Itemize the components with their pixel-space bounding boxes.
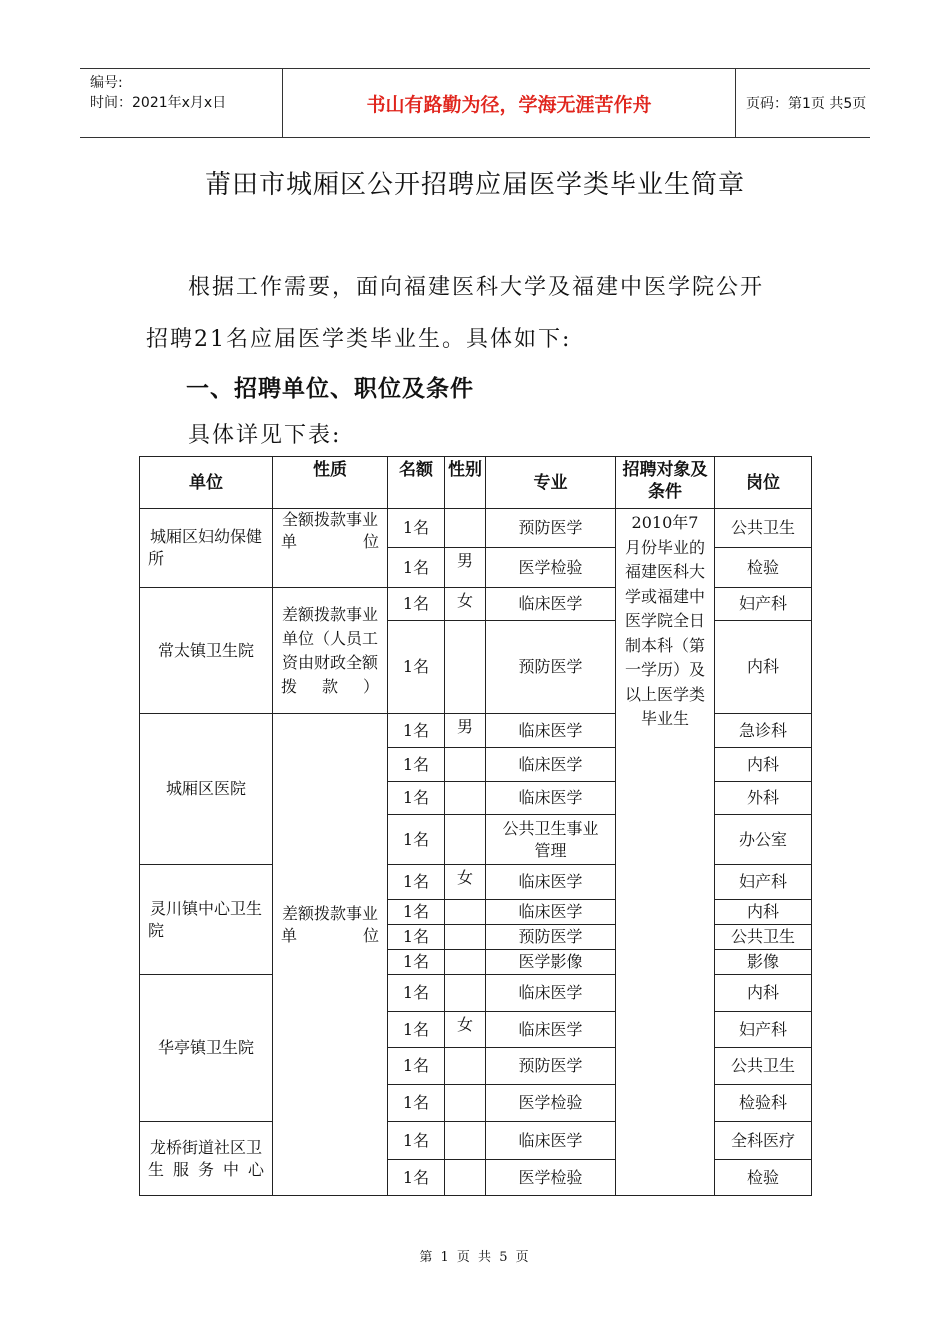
major-cell: 医学影像 <box>486 950 616 975</box>
quota-cell: 1名 <box>388 509 445 548</box>
gender-cell <box>445 748 486 782</box>
header-gender: 性别 <box>445 457 486 509</box>
major-cell: 临床医学 <box>486 782 616 815</box>
major-cell: 预防医学 <box>486 1048 616 1085</box>
major-cell: 临床医学 <box>486 748 616 782</box>
header-condition: 招聘对象及条件 <box>616 457 715 509</box>
header-motto: 书山有路勤为径，学海无涯苦作舟 <box>282 69 736 137</box>
gender-cell <box>445 782 486 815</box>
gender-cell <box>445 1085 486 1122</box>
unit-cell: 灵川镇中心卫生院 <box>140 865 273 975</box>
recruitment-table <box>139 456 812 1196</box>
quota-cell: 1名 <box>388 1048 445 1085</box>
gender-cell <box>445 621 486 714</box>
quota-cell: 1名 <box>388 925 445 950</box>
gender-cell: 女 <box>445 865 486 900</box>
document-number-label: 编号: <box>90 75 123 91</box>
post-cell: 妇产科 <box>715 588 812 621</box>
table-intro: 具体详见下表: <box>188 423 342 448</box>
quota-cell: 1名 <box>388 548 445 588</box>
major-cell: 临床医学 <box>486 1122 616 1160</box>
gender-cell <box>445 1048 486 1085</box>
unit-cell: 城厢区妇幼保健所 <box>140 509 273 588</box>
quota-cell: 1名 <box>388 782 445 815</box>
major-cell: 临床医学 <box>486 975 616 1012</box>
document-time-label: 时间：2021年x月x日 <box>90 95 227 111</box>
gender-cell: 女 <box>445 1012 486 1048</box>
post-cell: 影像 <box>715 950 812 975</box>
page-header <box>80 68 870 138</box>
post-cell: 检验科 <box>715 1085 812 1122</box>
post-cell: 急诊科 <box>715 714 812 748</box>
gender-cell: 女 <box>445 588 486 621</box>
intro-line-2: 招聘21名应届医学类毕业生。具体如下: <box>146 327 572 352</box>
header-major: 专业 <box>486 457 616 509</box>
major-cell: 公共卫生事业管理 <box>486 815 616 865</box>
quota-cell: 1名 <box>388 1012 445 1048</box>
post-cell: 外科 <box>715 782 812 815</box>
post-cell: 检验 <box>715 548 812 588</box>
quota-cell: 1名 <box>388 900 445 925</box>
header-post: 岗位 <box>715 457 812 509</box>
post-cell: 公共卫生 <box>715 509 812 548</box>
header-quota: 名额 <box>388 457 445 509</box>
quota-cell: 1名 <box>388 714 445 748</box>
quota-cell: 1名 <box>388 950 445 975</box>
gender-cell <box>445 1160 486 1196</box>
unit-cell: 龙桥街道社区卫生服务中心 <box>140 1122 273 1196</box>
gender-cell <box>445 975 486 1012</box>
table-row <box>140 509 812 548</box>
post-cell: 妇产科 <box>715 865 812 900</box>
unit-cell: 常太镇卫生院 <box>140 588 273 714</box>
unit-cell: 华亭镇卫生院 <box>140 975 273 1122</box>
major-cell: 临床医学 <box>486 588 616 621</box>
quota-cell: 1名 <box>388 588 445 621</box>
quota-cell: 1名 <box>388 1122 445 1160</box>
gender-cell: 男 <box>445 548 486 588</box>
quota-cell: 1名 <box>388 621 445 714</box>
post-cell: 内科 <box>715 900 812 925</box>
nature-cell: 全额拨款事业单位 <box>273 509 388 588</box>
major-cell: 预防医学 <box>486 621 616 714</box>
header-meta <box>80 69 282 137</box>
major-cell: 预防医学 <box>486 925 616 950</box>
major-cell: 临床医学 <box>486 865 616 900</box>
condition-cell: 2010年7月份毕业的福建医科大学或福建中医学院全日制本科（第一学历）及以上医学类毕业生 <box>616 509 715 1196</box>
post-cell: 全科医疗 <box>715 1122 812 1160</box>
nature-cell: 差额拨款事业单位（人员工资由财政全额拨款） <box>273 588 388 714</box>
post-cell: 妇产科 <box>715 1012 812 1048</box>
major-cell: 预防医学 <box>486 509 616 548</box>
gender-cell <box>445 509 486 548</box>
post-cell: 公共卫生 <box>715 1048 812 1085</box>
section-heading-1: 一、招聘单位、职位及条件 <box>186 376 474 402</box>
gender-cell <box>445 925 486 950</box>
quota-cell: 1名 <box>388 815 445 865</box>
gender-cell <box>445 815 486 865</box>
major-cell: 医学检验 <box>486 1160 616 1196</box>
gender-cell <box>445 900 486 925</box>
quota-cell: 1名 <box>388 975 445 1012</box>
post-cell: 内科 <box>715 748 812 782</box>
quota-cell: 1名 <box>388 748 445 782</box>
major-cell: 医学检验 <box>486 548 616 588</box>
post-cell: 公共卫生 <box>715 925 812 950</box>
major-cell: 临床医学 <box>486 714 616 748</box>
nature-cell: 差额拨款事业单位 <box>273 714 388 1196</box>
post-cell: 内科 <box>715 621 812 714</box>
quota-cell: 1名 <box>388 1085 445 1122</box>
major-cell: 临床医学 <box>486 900 616 925</box>
quota-cell: 1名 <box>388 1160 445 1196</box>
header-page-info: 页码：第1页 共5页 <box>746 96 867 112</box>
gender-cell: 男 <box>445 714 486 748</box>
gender-cell <box>445 1122 486 1160</box>
quota-cell: 1名 <box>388 865 445 900</box>
header-unit: 单位 <box>140 457 273 509</box>
document-title: 莆田市城厢区公开招聘应届医学类毕业生简章 <box>204 170 745 200</box>
post-cell: 内科 <box>715 975 812 1012</box>
header-nature: 性质 <box>273 457 388 509</box>
gender-cell <box>445 950 486 975</box>
page-footer: 第 1 页 共 5 页 <box>419 1250 531 1265</box>
major-cell: 医学检验 <box>486 1085 616 1122</box>
post-cell: 检验 <box>715 1160 812 1196</box>
post-cell: 办公室 <box>715 815 812 865</box>
intro-line-1: 根据工作需要，面向福建医科大学及福建中医学院公开 <box>188 275 765 300</box>
table-header-row <box>140 457 812 509</box>
unit-cell: 城厢区医院 <box>140 714 273 865</box>
major-cell: 临床医学 <box>486 1012 616 1048</box>
